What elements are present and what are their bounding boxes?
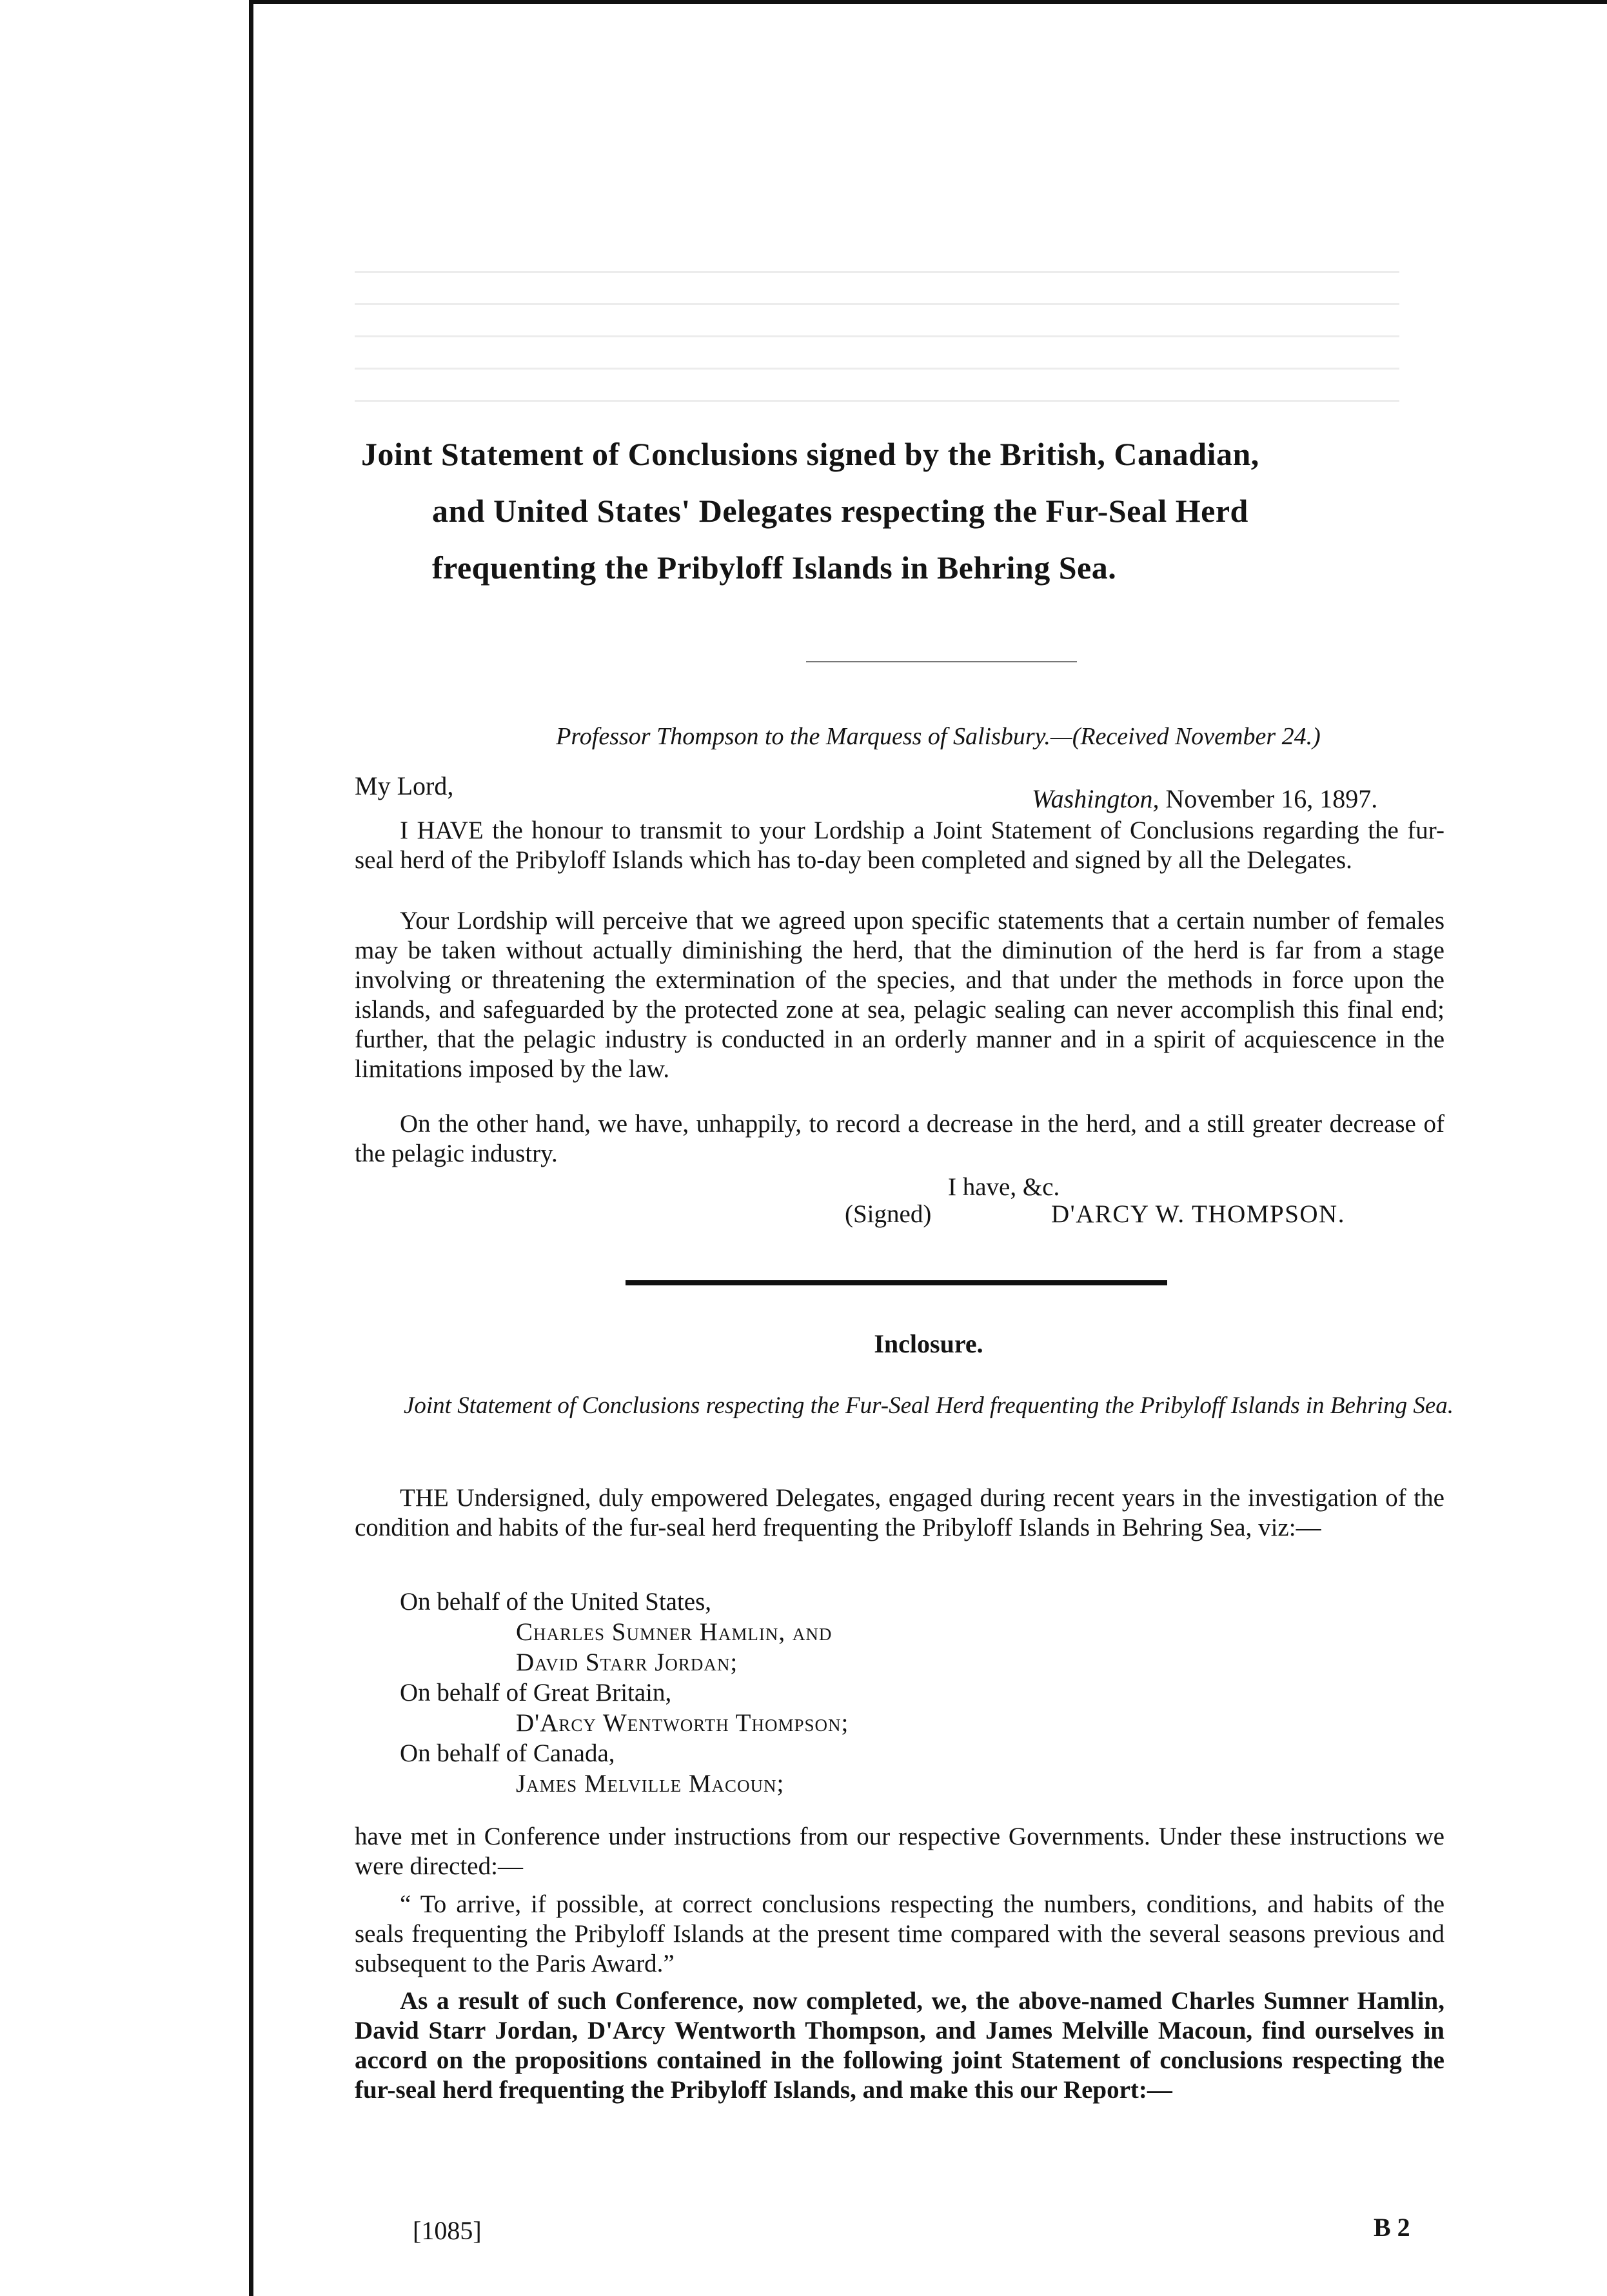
quoted-instruction bbox=[355, 1890, 1444, 1979]
page-gutter-edge bbox=[249, 0, 253, 2296]
delegate-name: David Starr Jordan; bbox=[516, 1648, 738, 1676]
inclosure-title: Joint Statement of Conclusions respecting the Fur-Seal Herd frequenting the Pribyloff Islands in Behring Sea. bbox=[403, 1392, 1454, 1419]
paragraph-text: I HAVE the honour to transmit to your Lordship a Joint Statement of Conclusions regarding the fur-seal herd of the Pribyloff Islands which has to-day been completed and signed by all the Delegates. bbox=[355, 816, 1444, 874]
delegation-line: On behalf of Canada, bbox=[400, 1739, 615, 1767]
letter-paragraph bbox=[355, 906, 1444, 1084]
paragraph-text: have met in Conference under instructions from our respective Governments. Under these instructions we were directed:— bbox=[355, 1823, 1444, 1880]
facing-page bbox=[0, 0, 255, 2296]
title-line: Joint Statement of Conclusions signed by the British, Canadian, bbox=[361, 436, 1259, 472]
bleed-through-line bbox=[355, 368, 1399, 370]
document-page bbox=[277, 0, 1567, 2296]
date-place: Washington, bbox=[1032, 784, 1159, 813]
letter-paragraph bbox=[355, 1109, 1444, 1169]
inclosure-label: Inclosure. bbox=[874, 1329, 983, 1358]
date: November 16, 1897. bbox=[1165, 784, 1378, 813]
bleed-through-line bbox=[355, 400, 1399, 402]
delegate-name: Charles Sumner Hamlin, and bbox=[516, 1618, 833, 1646]
bleed-through-line bbox=[355, 335, 1399, 337]
paragraph-text: Your Lordship will perceive that we agreed upon specific statements that a certain number of females may be taken without actually diminishing the herd, that the diminution of the herd is far from a stage involving or threatening the extermination of the species, and that under the methods in force upon the islands, and safeguarded by the protected zone at sea, pelagic sealing can never accomplish this final end; further, that the pelagic industry is conducted in an orderly manner and in a spirit of acquiescence in the limitations imposed by the law. bbox=[355, 907, 1444, 1083]
letter-paragraph bbox=[355, 816, 1444, 875]
bleed-through-line bbox=[355, 303, 1399, 305]
document-number: [1085] bbox=[413, 2216, 482, 2245]
signer-name: D'ARCY W. THOMPSON. bbox=[1051, 1200, 1345, 1228]
salutation: My Lord, bbox=[355, 771, 454, 800]
paragraph-text: As a result of such Conference, now completed, we, the above-named Charles Sumner Hamlin, David Starr Jordan, D'Arcy Wentworth Thompson, and James Melville Macoun, find ourselves in accord on the propositions contained in the following joint Statement of conclusions respecting the fur-seal herd frequenting the Pribyloff Islands, and make this our Report:— bbox=[355, 1987, 1444, 2104]
delegate-name: D'Arcy Wentworth Thompson; bbox=[516, 1709, 849, 1737]
dateline bbox=[1032, 784, 1377, 814]
result-paragraph bbox=[355, 1986, 1444, 2105]
instructions-paragraph bbox=[355, 1822, 1444, 1881]
title-line: frequenting the Pribyloff Islands in Behring Sea. bbox=[432, 549, 1117, 586]
paragraph-text: On the other hand, we have, unhappily, to record a decrease in the herd, and a still greater decrease of the pelagic industry. bbox=[355, 1110, 1444, 1167]
bleed-through-line bbox=[355, 271, 1399, 273]
delegation-line: On behalf of Great Britain, bbox=[400, 1679, 672, 1707]
document-title bbox=[361, 426, 1483, 596]
delegate-list bbox=[400, 1587, 849, 1799]
delegation-line: On behalf of the United States, bbox=[400, 1588, 712, 1616]
delegate-name: James Melville Macoun; bbox=[516, 1770, 785, 1797]
title-line: and United States' Delegates respecting the Fur-Seal Herd bbox=[432, 493, 1248, 529]
paragraph-text: THE Undersigned, duly empowered Delegates, engaged during recent years in the investigation of the condition and habits of the fur-seal herd frequenting the Pribyloff Islands in Behring Sea, viz:— bbox=[355, 1484, 1444, 1541]
paragraph-text: “ To arrive, if possible, at correct conclusions respecting the numbers, conditions, and habits of the seals frequenting the Pribyloff Islands at the present time compared with the several seasons previous and subsequent to the Paris Award.” bbox=[355, 1890, 1444, 1977]
inclosure-intro bbox=[355, 1483, 1444, 1543]
letter-heading: Professor Thompson to the Marquess of Salisbury.—(Received November 24.) bbox=[556, 723, 1321, 750]
signed-label: (Signed) bbox=[845, 1200, 932, 1228]
letter-closing: I have, &c. bbox=[948, 1173, 1060, 1201]
heavy-divider bbox=[626, 1280, 1167, 1285]
section-divider bbox=[806, 661, 1077, 662]
signature-mark: B 2 bbox=[1374, 2213, 1410, 2242]
